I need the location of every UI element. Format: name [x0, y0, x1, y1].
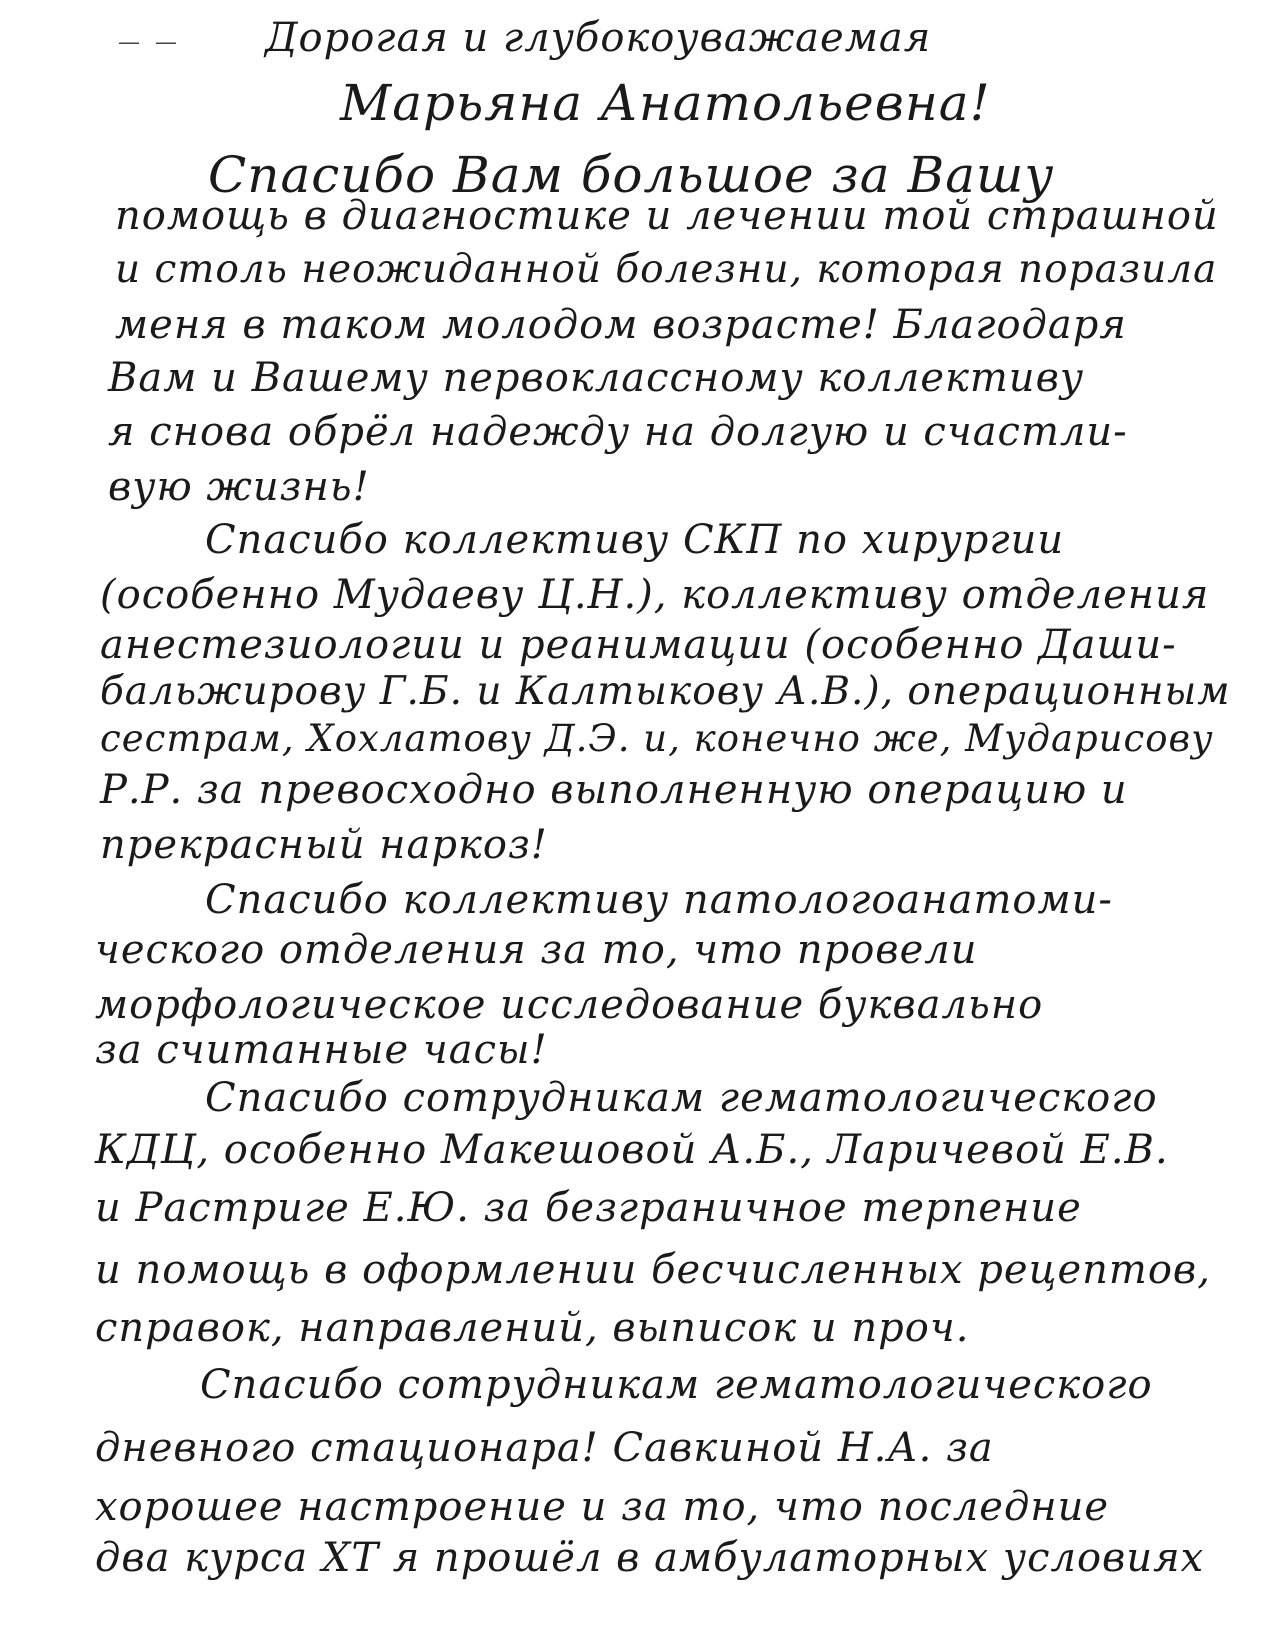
text-line: Спасибо коллективу СКП по хирургии: [205, 517, 1065, 563]
text-line: и Растриге Е.Ю. за безграничное терпение: [95, 1185, 1082, 1231]
text-line: бальжирову Г.Б. и Калтыкову А.В.), операционным: [100, 669, 1231, 714]
text-line: Спасибо сотрудникам гематологического: [200, 1362, 1153, 1408]
text-line: сестрам, Хохлатову Д.Э. и, конечно же, Мударисову: [100, 717, 1214, 760]
text-line: дневного стационара! Савкиной Н.А. за: [95, 1425, 994, 1471]
salutation-line: Дорогая и глубокоуважаемая: [265, 15, 932, 61]
text-line: КДЦ, особенно Макешовой А.Б., Ларичевой Е.В.: [95, 1127, 1169, 1173]
text-line: справок, направлений, выписок и проч.: [95, 1305, 970, 1351]
text-line: прекрасный наркоз!: [100, 822, 548, 868]
scan-artifact-dash: — —: [118, 30, 181, 55]
text-line: (особенно Мудаеву Ц.Н.), коллективу отделения: [100, 572, 1210, 618]
text-line: Спасибо коллективу патологоанатоми-: [205, 877, 1113, 923]
text-line: и помощь в оформлении бесчисленных рецептов,: [95, 1247, 1211, 1293]
text-line: два курса ХТ я прошёл в амбулаторных условиях: [95, 1535, 1205, 1581]
text-line: меня в таком молодом возрасте! Благодаря: [115, 302, 1127, 348]
text-line: помощь в диагностике и лечении той страшной: [115, 193, 1219, 239]
text-line: анестезиологии и реанимации (особенно Даши-: [100, 622, 1177, 668]
text-line: хорошее настроение и за то, что последние: [95, 1484, 1110, 1530]
text-line: и столь неожиданной болезни, которая поразила: [115, 247, 1218, 292]
text-line: ческого отделения за то, что провели: [95, 927, 978, 973]
text-line: морфологическое исследование буквально: [95, 982, 1044, 1028]
text-line: вую жизнь!: [108, 464, 370, 510]
text-line: Вам и Вашему первоклассному коллективу: [108, 355, 1085, 401]
text-line: я снова обрёл надежду на долгую и счастли-: [108, 409, 1128, 455]
text-line: за считанные часы!: [95, 1027, 548, 1073]
addressee-name: Марьяна Анатольевна!: [340, 74, 991, 132]
text-line: Спасибо Вам большое за Вашу: [208, 146, 1055, 204]
text-line: Р.Р. за превосходно выполненную операцию и: [100, 767, 1128, 813]
text-line: Спасибо сотрудникам гематологического: [205, 1075, 1158, 1121]
